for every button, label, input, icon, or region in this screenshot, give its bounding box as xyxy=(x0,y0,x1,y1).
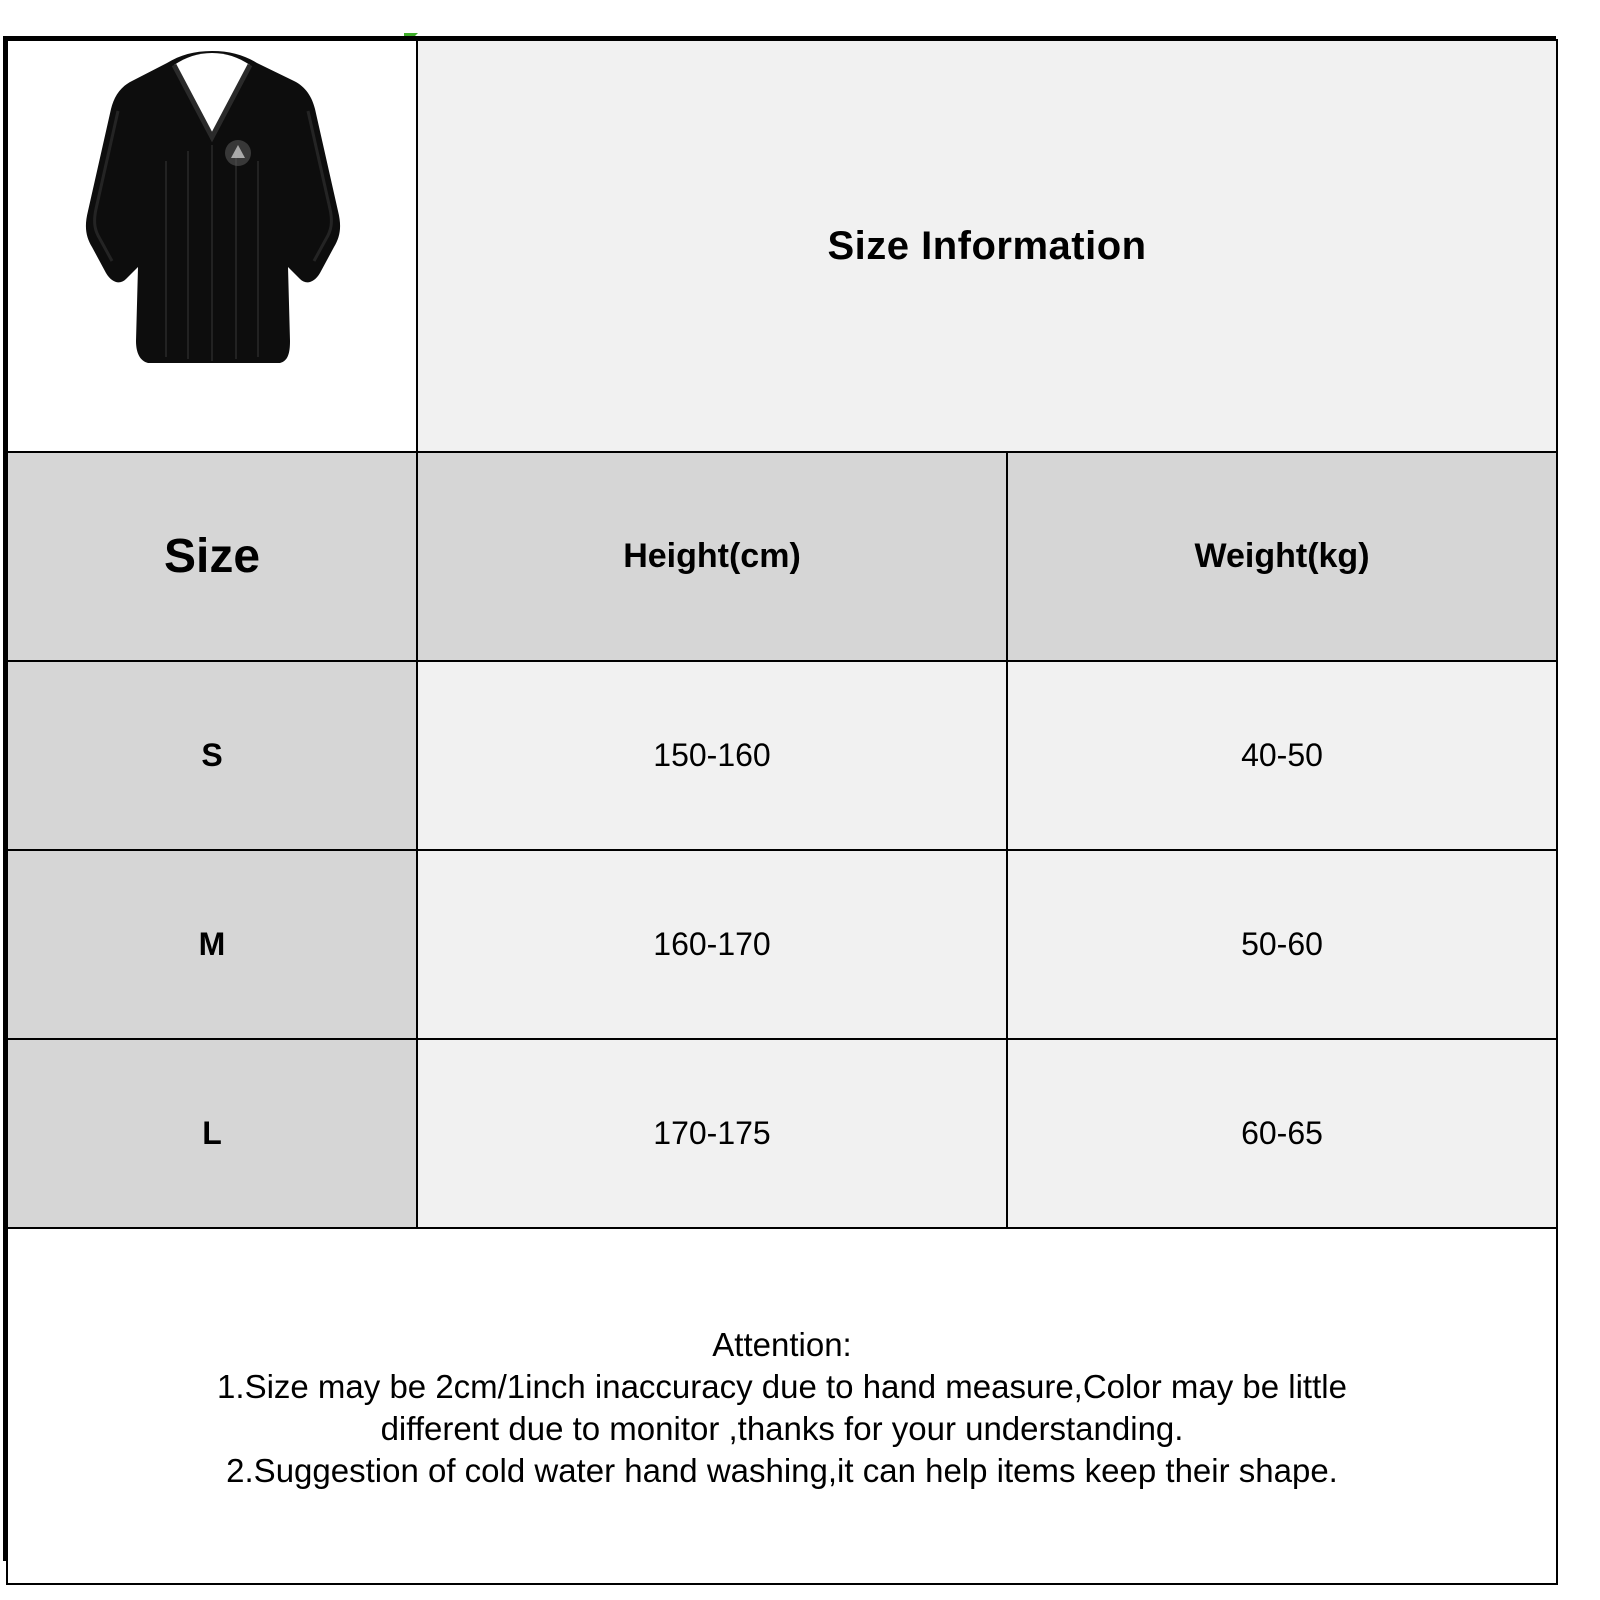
table-row-header-top xyxy=(7,40,1557,452)
table-header-row xyxy=(7,452,1557,661)
column-header-size: Size xyxy=(7,452,417,661)
table-row xyxy=(7,850,1557,1039)
attention-line-1: 1.Size may be 2cm/1inch inaccuracy due to hand measure,Color may be little xyxy=(217,1367,1347,1405)
attention-row xyxy=(7,1228,1557,1584)
cell-size-s: S xyxy=(7,661,417,850)
size-information-table xyxy=(6,39,1558,1585)
attention-line-3: 2.Suggestion of cold water hand washing,it can help items keep their shape. xyxy=(226,1452,1338,1490)
table-row xyxy=(7,1039,1557,1228)
column-header-weight: Weight(kg) xyxy=(1007,452,1557,661)
garment-illustration xyxy=(8,41,416,451)
table-row xyxy=(7,661,1557,850)
attention-cell xyxy=(7,1228,1557,1584)
cell-height-l: 170-175 xyxy=(417,1039,1007,1228)
attention-line-2: different due to monitor ,thanks for your understanding. xyxy=(380,1410,1184,1447)
cell-size-m: M xyxy=(7,850,417,1039)
cell-height-s: 150-160 xyxy=(417,661,1007,850)
attention-title: Attention: xyxy=(712,1325,852,1363)
column-header-height: Height(cm) xyxy=(417,452,1007,661)
page-title: Size Information xyxy=(417,40,1557,452)
size-information-table-container xyxy=(3,36,1556,1561)
cell-size-l: L xyxy=(7,1039,417,1228)
cell-weight-l: 60-65 xyxy=(1007,1039,1557,1228)
cell-height-m: 160-170 xyxy=(417,850,1007,1039)
cell-weight-m: 50-60 xyxy=(1007,850,1557,1039)
cell-weight-s: 40-50 xyxy=(1007,661,1557,850)
product-image-cell xyxy=(7,40,417,452)
